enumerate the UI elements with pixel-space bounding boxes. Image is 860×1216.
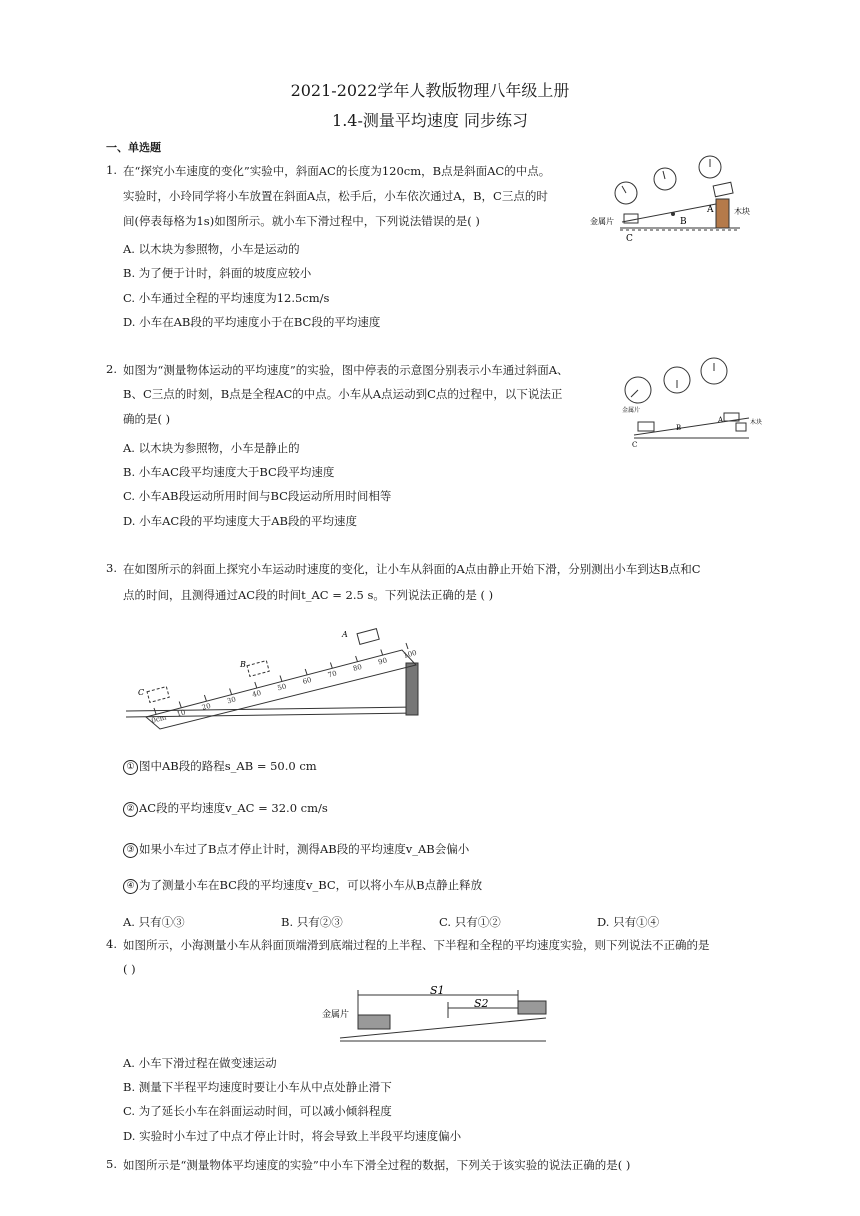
question-text-line: 在如图所示的斜面上探究小车运动时速度的变化，让小车从斜面的A点由静止开始下滑，分别测出小车到达B点和C bbox=[123, 562, 701, 576]
option-b[interactable]: B. 为了便于计时，斜面的坡度应较小 bbox=[123, 266, 312, 280]
statement-mark: ② bbox=[123, 802, 138, 817]
question-number: 3. bbox=[106, 561, 117, 575]
document-title-line1: 2021-2022学年人教版物理八年级上册 bbox=[290, 81, 570, 100]
option-d[interactable]: D. 实验时小车过了中点才停止计时，将会导致上半段平均速度偏小 bbox=[123, 1129, 462, 1143]
figure-label: 金属片 bbox=[590, 217, 614, 226]
ruler-tick-label: 0cm bbox=[150, 713, 168, 725]
figure-label: 木块 bbox=[750, 419, 763, 426]
question-text-line: 如图所示是“测量物体平均速度的实验”中小车下滑全过程的数据，下列关于该实验的说法正确的是( ) bbox=[123, 1158, 631, 1172]
ruler-tick bbox=[255, 682, 257, 688]
ruler-tick-label: 100 bbox=[402, 648, 418, 660]
option-c[interactable]: C. 小车AB段运动所用时间与BC段运动所用时间相等 bbox=[123, 489, 392, 503]
figure-label: B bbox=[240, 660, 246, 669]
question-number: 2. bbox=[106, 362, 117, 376]
statement-text: 为了测量小车在BC段的平均速度v_BC，可以将小车从B点静止释放 bbox=[139, 878, 483, 892]
option-a[interactable]: A. 小车下滑过程在做变速运动 bbox=[123, 1056, 277, 1070]
ruler-tick bbox=[280, 676, 282, 682]
figure-label: S2 bbox=[474, 997, 489, 1010]
question-text-line: 间(停表每格为1s)如图所示。就小车下滑过程中，下列说法错误的是( ) bbox=[123, 214, 480, 228]
figure-label: C bbox=[626, 234, 633, 244]
ruler-tick-label: 40 bbox=[251, 688, 263, 699]
option-c[interactable]: C. 为了延长小车在斜面运动时间，可以减小倾斜程度 bbox=[123, 1104, 392, 1118]
document-title-line2: 1.4-测量平均速度 同步练习 bbox=[332, 111, 528, 130]
option-b[interactable]: B. 测量下半程平均速度时要让小车从中点处静止滑下 bbox=[123, 1080, 392, 1094]
figure-label: A bbox=[342, 630, 348, 639]
question-text-line: B、C三点的时刻，B点是全程AC的中点。小车从A点运动到C点的过程中，以下说法正 bbox=[123, 387, 563, 401]
ruler-tick-label: 70 bbox=[326, 669, 338, 680]
option-c[interactable]: C. 小车通过全程的平均速度为12.5cm/s bbox=[123, 291, 330, 305]
question-text-line: 如图为“测量物体运动的平均速度”的实验，图中停表的示意图分别表示小车通过斜面A、 bbox=[123, 363, 569, 377]
ruler-tick bbox=[204, 695, 206, 701]
ruler-tick-label: 50 bbox=[276, 682, 288, 693]
option-b[interactable]: B. 只有②③ bbox=[281, 915, 343, 929]
ruler-tick-label: 20 bbox=[200, 701, 212, 712]
ruler-tick-label: 60 bbox=[301, 675, 313, 686]
question-text-line: 确的是( ) bbox=[123, 412, 171, 426]
figure-label: A bbox=[718, 416, 724, 424]
question-text-line: ( ) bbox=[123, 962, 136, 976]
incline-ruler-figure bbox=[126, 625, 426, 730]
ruler-tick bbox=[330, 663, 332, 669]
section-heading: 一、单选题 bbox=[106, 141, 161, 154]
option-a[interactable]: A. 以木块为参照物，小车是运动的 bbox=[123, 242, 300, 256]
option-d[interactable]: D. 只有①④ bbox=[597, 915, 660, 929]
figure-label: 金属片 bbox=[622, 407, 641, 414]
option-a[interactable]: A. 以木块为参照物，小车是静止的 bbox=[123, 441, 300, 455]
statement-mark: ③ bbox=[123, 843, 138, 858]
statement-4 bbox=[123, 877, 482, 894]
question-text-line: 如图所示，小海测量小车从斜面顶端滑到底端过程的上半程、下半程和全程的平均速度实验，则下列说法不正确的是 bbox=[123, 938, 710, 952]
figure-label: B bbox=[676, 424, 682, 432]
incline-segments-figure bbox=[318, 982, 550, 1042]
statement-text: AC段的平均速度v_AC = 32.0 cm/s bbox=[139, 801, 328, 815]
statement-2 bbox=[123, 800, 328, 817]
ruler-tick bbox=[406, 643, 408, 649]
option-d[interactable]: D. 小车AC段的平均速度大于AB段的平均速度 bbox=[123, 514, 357, 528]
statement-text: 图中AB段的路程s_AB = 50.0 cm bbox=[139, 759, 317, 773]
ruler-tick bbox=[179, 702, 181, 708]
figure-label: 木块 bbox=[734, 207, 750, 216]
figure-label: A bbox=[707, 205, 714, 215]
figure-label: 金属片 bbox=[322, 1010, 350, 1020]
ruler-tick-label: 30 bbox=[226, 695, 237, 706]
option-d[interactable]: D. 小车在AB段的平均速度小于在BC段的平均速度 bbox=[123, 315, 381, 329]
ruler-tick-label: 10 bbox=[175, 708, 187, 719]
figure-label: C bbox=[632, 441, 638, 449]
figure-label: B bbox=[680, 217, 687, 227]
option-b[interactable]: B. 小车AC段平均速度大于BC段平均速度 bbox=[123, 465, 335, 479]
statement-3 bbox=[123, 841, 469, 858]
ruler-tick bbox=[356, 656, 358, 662]
ruler-tick-label: 90 bbox=[377, 656, 389, 667]
question-text-line: 实验时，小玲同学将小车放置在斜面A点，松手后，小车依次通过A，B，C三点的时 bbox=[123, 189, 548, 203]
incline-stopwatch-figure bbox=[614, 352, 764, 452]
ruler-tick bbox=[230, 689, 232, 695]
statement-1 bbox=[123, 758, 317, 775]
question-number: 1. bbox=[106, 163, 117, 177]
question-number: 4. bbox=[106, 937, 117, 951]
option-c[interactable]: C. 只有①② bbox=[439, 915, 501, 929]
figure-label: S1 bbox=[430, 984, 445, 997]
statement-mark: ④ bbox=[123, 879, 138, 894]
question-number: 5. bbox=[106, 1157, 117, 1171]
figure-label: C bbox=[138, 688, 145, 697]
ruler-tick bbox=[305, 669, 307, 675]
statement-mark: ① bbox=[123, 760, 138, 775]
option-a[interactable]: A. 只有①③ bbox=[123, 915, 185, 929]
question-text-line: 点的时间，且测得通过AC段的时间t_AC = 2.5 s。下列说法正确的是 ( ) bbox=[123, 588, 494, 602]
question-text-line: 在“探究小车速度的变化”实验中，斜面AC的长度为120cm，B点是斜面AC的中点。 bbox=[123, 164, 551, 178]
statement-text: 如果小车过了B点才停止计时，测得AB段的平均速度v_AB会偏小 bbox=[139, 842, 470, 856]
ruler-tick-label: 80 bbox=[352, 662, 363, 673]
ruler-tick bbox=[381, 650, 383, 656]
incline-stopwatch-figure bbox=[590, 152, 750, 244]
